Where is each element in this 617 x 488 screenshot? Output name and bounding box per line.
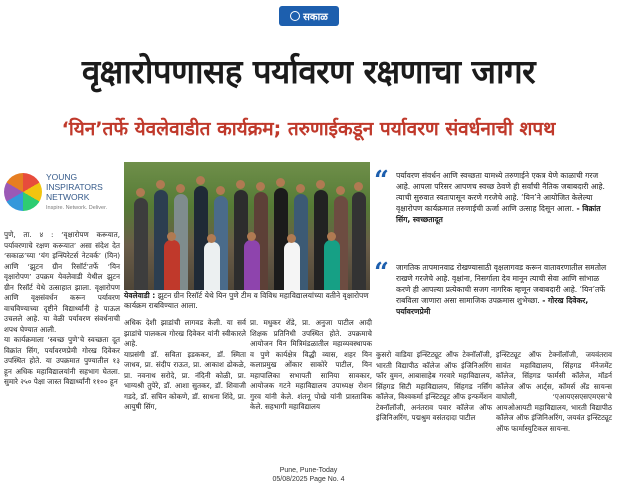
article-column-4: [376, 350, 492, 424]
paragraph: याप्रसंगी डॉ. सविता इडककर, डॉ. स्मिता जाधव, प्रा. संदीप राऊत, प्रा. आकाश ढोकळे, प्रा. नवनाथ सरोदे, प्रा. नंदिनी कोळी, प्रा. भाग्यश्री तुपेरे, डॉ. आशा सुतकर, डॉ. शिवाजी गडदे, डॉ. सचिन कोकणे, डॉ. साधना शिंदे, प्रा. आयुषी सिंग,: [124, 349, 246, 411]
group-photo: [124, 162, 370, 290]
yin-line1: YOUNG: [46, 171, 78, 182]
caption-place: येवलेवाडी :: [124, 291, 156, 300]
subheadline: ‘यिन’तर्फे येवलेवाडीत कार्यक्रम; तरुणाईकडून पर्यावरण संवर्धनाची शपथ: [61, 118, 556, 140]
page-footer: [0, 466, 617, 484]
footer-date-page: 05/08/2025 Page No. 4: [272, 476, 345, 483]
yin-logo: [4, 163, 120, 221]
quote-signature: - गोरख दिवेकर, पर्यावरणप्रेमी: [396, 296, 589, 316]
paragraph: अधिक देशी झाडांची लागवड केली. या सर्व झाडांचे पालकत्व गोरख दिवेकर यांनी स्वीकारले आहे.: [124, 318, 246, 348]
article-column-3: [250, 318, 372, 413]
yin-logo-text: [46, 172, 107, 213]
footer-edition: Pune, Pune-Today: [279, 467, 338, 474]
quote-text: जागतिक तापमानवाढ रोखण्यासाठी वृक्षलागवड करून वातावरणातील समतोल राखणे गरजेचे आहे. वृक्षांना, निसर्गाला देव मानून त्याची सेवा आणि सांभाळ करणे ही आपल्या प्रत्येकाची सजग नागरिक म्हणून जबाबदारी आहे. ‘यिन’तर्फे राबविला जाणारा असा सामाजिक उपक्रमास शुभेच्छा.: [396, 263, 607, 305]
quote-signature: - विक्रांत सिंग, स्वच्छतादूत: [396, 204, 601, 224]
masthead-logo: [279, 6, 339, 26]
yin-line3: NETWORK: [46, 191, 90, 202]
article-column-1: [4, 230, 120, 388]
quote-box-2: [374, 258, 612, 317]
article-column-2: [124, 318, 246, 413]
globe-icon: [4, 173, 42, 211]
quote-icon: “: [374, 166, 389, 196]
sun-icon: [290, 11, 300, 21]
paragraph: पुणे, ता. ४ : ‘वृक्षारोपण करूयात, पर्यावरणाचे रक्षण करूयात’ असा संदेश देत ‘सकाळ’च्या ‘यंग इन्स्पिरेटर्स नेटवर्क’ (यिन) आणि ‘झुटन ग्रीन रिसॉर्ट’तर्फे ‘यिन वृक्षारोपण’ उपक्रम येवलेवाडी येथील झुटन ग्रीन रिसॉर्ट येथे उत्साहात झाला. वृक्षारोपण आणि वृक्षसंवर्धन करून पर्यावरण वाचविण्याच्या दृष्टीने विद्यार्थ्यांनी हे पाऊल उचलले आहे. या वेळी पर्यावरण संवर्धनाची शपथ घेण्यात आली.: [4, 230, 120, 334]
caption-text: झुटन ग्रीन रिसॉर्ट येथे यिन पुणे टीम व विविध महाविद्यालयांच्या वतीने वृक्षारोपण कार्यक्रम राबविण्यात आला.: [124, 291, 369, 310]
article-column-5: [496, 350, 612, 434]
yin-tagline: Inspire. Network. Deliver.: [46, 204, 108, 211]
paragraph: प्रा. मधुकर शेंडे, प्रा. अनुजा पाटील आदी शिक्षक प्रतिनिधी उपस्थित होते. उपक्रमाचे आयोजन यिन मित्रिमंडळातील महाव्यवस्थापक व पुणे कार्यक्षेत्र विद्धी व्यास, शहर यिन कलाप्रमुख ओंकार साकोरे पाटील, यिन महापालिका सभापती सानिया सावकार, आयोजक गटने महाविद्यालय उपाध्यक्ष रोशन गुरव यांनी केले. शंतनू पोखे यांनी प्रास्ताविक केले. सहभागी महाविद्यालय: [250, 318, 372, 411]
paragraph: इन्स्टिट्यूट ऑफ टेक्नॉलॉजी, जयवंतराव सावंत महाविद्यालय, सिंहगड मॅनेजमेंट कॉलेज, सिंहगड फार्मसी कॉलेज, मॉडर्न कॉलेज ऑफ आर्ट्स, कॉमर्स अँड सायन्स वाघोली, ‘एआयएसएसएमएस’चे आयओआयटी महाविद्यालय, भारती विद्यापीठ कॉलेज ऑफ इंजिनिअरिंग, जयवंत इन्स्टिट्यूट ऑफ फार्मास्युटिकल सायन्स.: [496, 350, 612, 433]
yin-line2: INSPIRATORS: [46, 181, 103, 192]
masthead-logo-text: सकाळ: [303, 12, 328, 23]
photo-caption: [124, 291, 372, 311]
paragraph: कुसरो वाडिया इन्स्टिट्यूट ऑफ टेक्नॉलॉजी, भारती विद्यापीठ कॉलेज ऑफ इंजिनिअरिंग फॉर वुमन, आबासाहेब गरवारे महाविद्यालय, सिंहगड सिटी महाविद्यालय, सिंहगड नर्सिंग कॉलेज, विश्वकर्मा इन्स्टिट्यूट ऑफ इन्फर्मेशन टेक्नॉलॉजी, अनंतराव पवार कॉलेज ऑफ इंजिनिअरिंग, पद्मश्रुम वसंतदादा पाटील: [376, 350, 492, 422]
quote-box-1: [374, 166, 612, 225]
quote-text: पर्यावरण संवर्धन आणि स्वच्छता यामध्ये तरुणाईने एकत्र येणे काळाची गरज आहे. आपला परिसर आपणच स्वच्छ ठेवणे ही सर्वांची नैतिक जबाबदारी आहे. त्याची सुरुवात स्वतःपासून करणे गरजेचे आहे. ‘यिन’ने आयोजित केलेल्या वृक्षारोपण कार्यक्रमात तरुणाईची ऊर्जा आणि उत्साह दिसून आला.: [396, 171, 605, 213]
quote-icon: “: [374, 258, 389, 288]
headline: वृक्षारोपणासह पर्यावरण रक्षणाचा जागर: [81, 52, 536, 91]
paragraph: या कार्यक्रमाला ‘स्वच्छ पुणे’चे स्वच्छता दूत विक्रांत सिंग, पर्यावरणप्रेमी गोरख दिवेकर उपस्थित होते. या उपक्रमात पुण्यातील १३ हून अधिक महाविद्यालयांनी सहभाग घेतला. सुमारे २५० पेक्षा जास्त विद्यार्थ्यांनी ११०० हून: [4, 335, 120, 386]
